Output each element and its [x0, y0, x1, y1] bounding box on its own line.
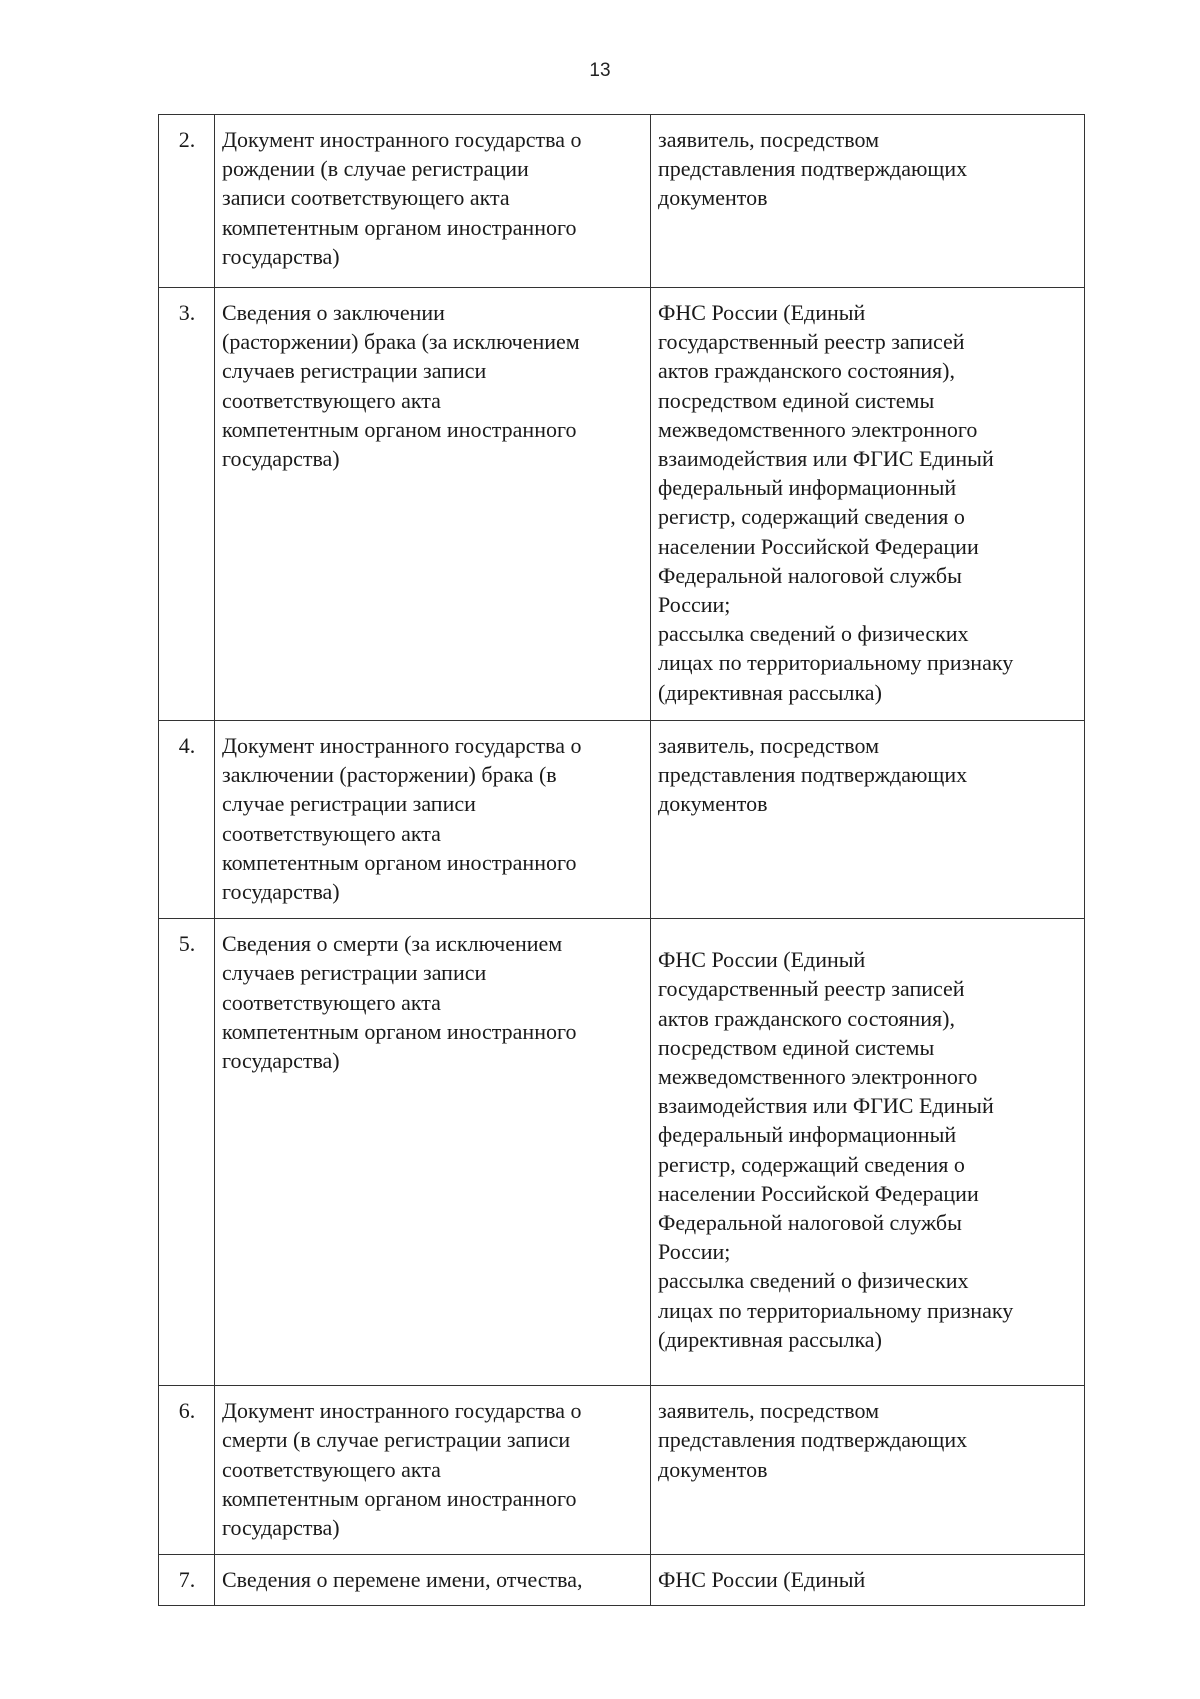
table-row: [159, 288, 1085, 721]
text-line: документов: [658, 185, 768, 211]
documents-table: [158, 114, 1085, 1606]
row-number: 2.: [159, 115, 215, 288]
text-line: компетентным органом иностранного: [222, 1485, 577, 1511]
row-number: 5.: [159, 919, 215, 1386]
text-line: Сведения о перемене имени, отчества,: [222, 1567, 583, 1593]
text-line: соответствующего акта: [222, 1456, 441, 1482]
text-line: России;: [658, 592, 731, 618]
text-line: межведомственного электронного: [658, 416, 978, 442]
row-number: 7.: [159, 1555, 215, 1606]
text-line: рождении (в случае регистрации: [222, 156, 529, 182]
text-line: соответствующего акта: [222, 820, 441, 846]
text-line: заявитель, посредством: [658, 733, 879, 758]
text-line: Документ иностранного государства о: [222, 733, 582, 758]
text-line: случаев регистрации записи: [222, 960, 487, 986]
document-source: [651, 1555, 1085, 1606]
text-line: актов гражданского состояния),: [658, 358, 955, 384]
text-line: межведомственного электронного: [658, 1064, 978, 1090]
text-line: Документ иностранного государства о: [222, 1398, 582, 1424]
document-source: [651, 115, 1085, 288]
document-source: [651, 1386, 1085, 1555]
text-line: рассылка сведений о физических: [658, 621, 969, 647]
text-line: компетентным органом иностранного: [222, 1018, 577, 1044]
text-line: Сведения о смерти (за исключением: [222, 931, 563, 957]
row-number: 6.: [159, 1386, 215, 1555]
table-row: [159, 1555, 1085, 1606]
text-line: ФНС России (Единый: [658, 947, 866, 973]
text-line: взаимодействия или ФГИС Единый: [658, 1093, 994, 1119]
text-line: ФНС России (Единый: [658, 1567, 866, 1593]
text-line: компетентным органом иностранного: [222, 416, 577, 442]
document-source: [651, 721, 1085, 919]
text-line: Федеральной налоговой службы: [658, 562, 962, 588]
text-line: (директивная рассылка): [658, 679, 882, 705]
text-line: государственный реестр записей: [658, 976, 965, 1002]
text-line: государства): [222, 1515, 340, 1541]
text-line: заявитель, посредством: [658, 127, 879, 152]
text-line: ФНС России (Единый: [658, 300, 866, 325]
text-line: России;: [658, 1239, 731, 1265]
table-row: [159, 115, 1085, 288]
text-line: лицах по территориальному признаку: [658, 650, 1014, 676]
text-line: посредством единой системы: [658, 387, 935, 413]
text-line: документов: [658, 1456, 768, 1482]
text-line: представления подтверждающих: [658, 1427, 968, 1453]
row-number: 4.: [159, 721, 215, 919]
text-line: Федеральной налоговой службы: [658, 1210, 962, 1236]
text-line: государственный реестр записей: [658, 329, 965, 355]
table-row: [159, 919, 1085, 1386]
text-line: заключении (расторжении) брака (в: [222, 762, 557, 788]
document-source: [651, 288, 1085, 721]
text-line: взаимодействия или ФГИС Единый: [658, 446, 994, 472]
text-line: государства): [222, 243, 340, 269]
text-line: регистр, содержащий сведения о: [658, 504, 965, 530]
text-line: населении Российской Федерации: [658, 1180, 979, 1206]
text-line: рассылка сведений о физических: [658, 1268, 969, 1294]
document-description: [215, 721, 651, 919]
text-line: федеральный информационный: [658, 475, 957, 501]
text-line: федеральный информационный: [658, 1122, 957, 1148]
text-line: лицах по территориальному признаку: [658, 1297, 1014, 1323]
text-line: (директивная рассылка): [658, 1326, 882, 1352]
text-line: случаев регистрации записи: [222, 358, 487, 384]
text-line: записи соответствующего акта: [222, 185, 510, 211]
document-description: [215, 115, 651, 288]
text-line: государства): [222, 446, 340, 472]
text-line: посредством единой системы: [658, 1034, 935, 1060]
text-line: соответствующего акта: [222, 387, 441, 413]
text-line: заявитель, посредством: [658, 1398, 879, 1424]
text-line: государства): [222, 1048, 340, 1074]
page-number: 13: [589, 60, 611, 81]
table-row: [159, 721, 1085, 919]
text-line: случае регистрации записи: [222, 791, 476, 817]
text-line: смерти (в случае регистрации записи: [222, 1427, 571, 1453]
table-row: [159, 1386, 1085, 1555]
text-line: государства): [222, 879, 340, 905]
text-line: компетентным органом иностранного: [222, 849, 577, 875]
text-line: представления подтверждающих: [658, 156, 968, 182]
text-line: представления подтверждающих: [658, 762, 968, 788]
text-line: актов гражданского состояния),: [658, 1005, 955, 1031]
document-source: [651, 919, 1085, 1386]
row-number: 3.: [159, 288, 215, 721]
text-line: Сведения о заключении: [222, 300, 445, 325]
text-line: (расторжении) брака (за исключением: [222, 329, 580, 355]
document-description: [215, 288, 651, 721]
text-line: Документ иностранного государства о: [222, 127, 582, 152]
text-line: населении Российской Федерации: [658, 533, 979, 559]
text-line: компетентным органом иностранного: [222, 214, 577, 240]
document-description: [215, 1386, 651, 1555]
document-description: [215, 1555, 651, 1606]
document-description: [215, 919, 651, 1386]
text-line: регистр, содержащий сведения о: [658, 1151, 965, 1177]
text-line: документов: [658, 791, 768, 817]
text-line: соответствующего акта: [222, 989, 441, 1015]
